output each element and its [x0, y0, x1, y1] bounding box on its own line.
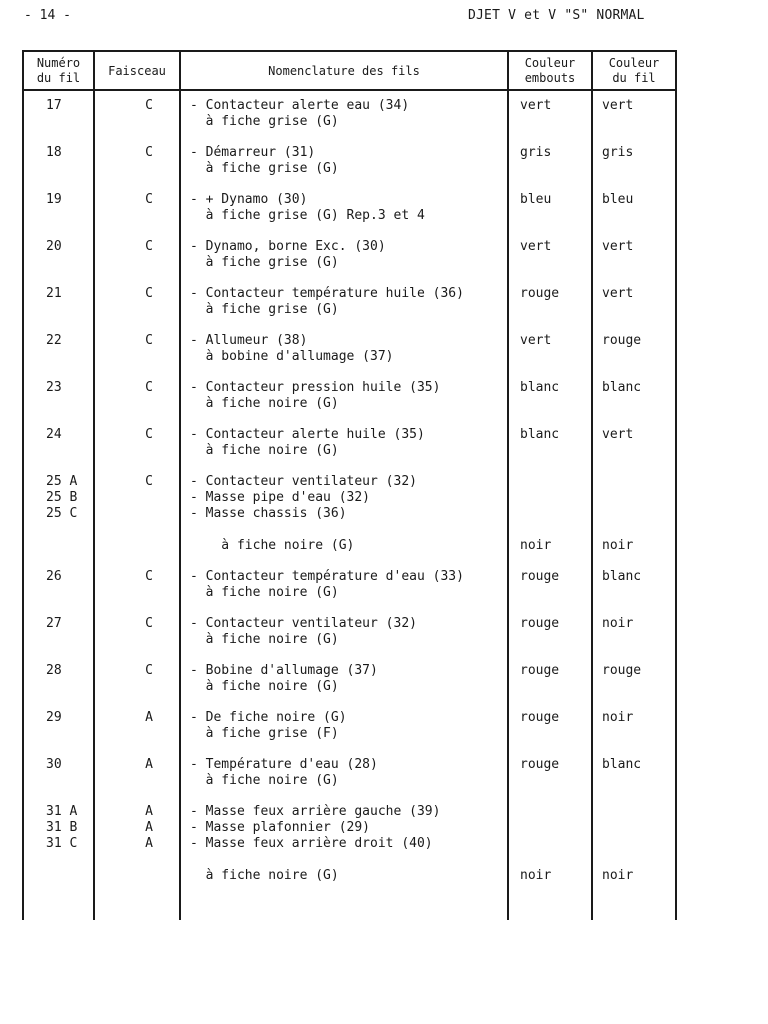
table-header-border	[22, 89, 677, 91]
wire-number: 20	[46, 239, 62, 254]
harness-code: C	[145, 569, 153, 584]
wire-color: vert	[602, 239, 634, 254]
nomenclature-line: à fiche grise (G) Rep.3 et 4	[190, 208, 425, 223]
table-row	[22, 380, 677, 427]
nomenclature-line: à fiche grise (G)	[190, 161, 339, 176]
table-row	[22, 569, 677, 616]
wire-color: noir	[602, 538, 634, 553]
wire-nomenclature	[190, 427, 508, 459]
tip-color: blanc	[520, 380, 560, 395]
tip-color: vert	[520, 239, 552, 254]
table-row	[22, 757, 677, 804]
harness-code: C	[145, 616, 153, 631]
tip-color: rouge	[520, 286, 560, 301]
nomenclature-line: - Masse feux arrière gauche (39)	[190, 804, 441, 819]
wire-nomenclature	[190, 192, 508, 224]
wire-number: 31 A 31 B 31 C	[46, 804, 78, 851]
header-couleur-fil: Couleur du fil	[608, 56, 660, 85]
tip-color: noir	[520, 868, 552, 883]
wire-number: 23	[46, 380, 62, 395]
table-row	[22, 286, 677, 333]
table-row	[22, 474, 677, 569]
tip-color: noir	[520, 538, 552, 553]
harness-code: C	[145, 286, 153, 301]
harness-code: C	[145, 380, 153, 395]
wire-color: blanc	[602, 757, 642, 772]
nomenclature-line: - Masse pipe d'eau (32)	[190, 490, 371, 505]
tip-color: rouge	[520, 710, 560, 725]
table-row	[22, 663, 677, 710]
nomenclature-line: - Contacteur température huile (36)	[190, 286, 464, 301]
tip-color: rouge	[520, 663, 560, 678]
table-row	[22, 145, 677, 192]
nomenclature-line: à fiche noire (G)	[190, 679, 339, 694]
nomenclature-line	[190, 852, 508, 868]
wire-nomenclature	[190, 616, 508, 648]
harness-code: C	[145, 98, 153, 113]
nomenclature-line: - Contacteur alerte eau (34)	[190, 98, 410, 113]
nomenclature-line: - Allumeur (38)	[190, 333, 308, 348]
wire-color: vert	[602, 427, 634, 442]
wire-number: 26	[46, 569, 62, 584]
wire-number: 18	[46, 145, 62, 160]
wire-number: 24	[46, 427, 62, 442]
harness-code: C	[145, 145, 153, 160]
nomenclature-line: - Contacteur ventilateur (32)	[190, 616, 417, 631]
nomenclature-line: à fiche noire (G)	[190, 585, 339, 600]
wire-color: rouge	[602, 333, 642, 348]
header-faisceau: Faisceau	[108, 63, 166, 78]
wire-number: 30	[46, 757, 62, 772]
nomenclature-line: - Contacteur pression huile (35)	[190, 380, 441, 395]
nomenclature-line: - De fiche noire (G)	[190, 710, 347, 725]
header-couleur-embouts: Couleur embouts	[524, 56, 576, 85]
wire-nomenclature	[190, 663, 508, 695]
tip-color: rouge	[520, 616, 560, 631]
tip-color: blanc	[520, 427, 560, 442]
header-numero: Numéro du fil	[36, 56, 81, 85]
harness-code: C	[145, 239, 153, 254]
tip-color: gris	[520, 145, 552, 160]
nomenclature-line: à fiche noire (G)	[190, 868, 339, 883]
wire-color: blanc	[602, 569, 642, 584]
wire-color: bleu	[602, 192, 634, 207]
nomenclature-line: - Dynamo, borne Exc. (30)	[190, 239, 386, 254]
harness-code: C	[145, 663, 153, 678]
nomenclature-line: à fiche noire (G)	[190, 443, 339, 458]
harness-code: C	[145, 427, 153, 442]
wire-nomenclature	[190, 710, 508, 742]
tip-color: rouge	[520, 569, 560, 584]
harness-code: C	[145, 474, 153, 489]
table-body	[22, 98, 677, 899]
wire-nomenclature	[190, 474, 508, 554]
wire-number: 21	[46, 286, 62, 301]
nomenclature-line: - Contacteur alerte huile (35)	[190, 427, 425, 442]
nomenclature-line: à fiche grise (G)	[190, 255, 339, 270]
wire-number: 28	[46, 663, 62, 678]
harness-code: C	[145, 192, 153, 207]
wire-color: vert	[602, 286, 634, 301]
nomenclature-line: à fiche noire (G)	[190, 396, 339, 411]
nomenclature-line: à fiche noire (G)	[190, 773, 339, 788]
wire-nomenclature	[190, 804, 508, 884]
nomenclature-line: - Démarreur (31)	[190, 145, 316, 160]
nomenclature-line: - Température d'eau (28)	[190, 757, 378, 772]
table-row	[22, 804, 677, 899]
wire-nomenclature	[190, 286, 508, 318]
table-row	[22, 98, 677, 145]
nomenclature-line: - Masse chassis (36)	[190, 506, 347, 521]
nomenclature-line: - Bobine d'allumage (37)	[190, 663, 378, 678]
table-row	[22, 616, 677, 663]
wire-nomenclature	[190, 569, 508, 601]
harness-code: A	[145, 710, 153, 725]
tip-color: vert	[520, 98, 552, 113]
wire-number: 22	[46, 333, 62, 348]
table-row	[22, 239, 677, 286]
harness-code: C	[145, 333, 153, 348]
wire-color: vert	[602, 98, 634, 113]
nomenclature-line: à fiche grise (G)	[190, 302, 339, 317]
wire-color: noir	[602, 868, 634, 883]
nomenclature-line: à fiche grise (G)	[190, 114, 339, 129]
wire-number: 27	[46, 616, 62, 631]
wire-nomenclature	[190, 333, 508, 365]
nomenclature-line: - Masse feux arrière droit (40)	[190, 836, 433, 851]
wire-number: 29	[46, 710, 62, 725]
nomenclature-line: à fiche noire (G)	[190, 632, 339, 647]
wiring-table	[22, 50, 677, 920]
nomenclature-line: à fiche noire (G)	[190, 538, 355, 553]
nomenclature-line: - Masse plafonnier (29)	[190, 820, 371, 835]
wire-color: noir	[602, 616, 634, 631]
wire-nomenclature	[190, 98, 508, 130]
wire-nomenclature	[190, 145, 508, 177]
wire-nomenclature	[190, 380, 508, 412]
nomenclature-line: à fiche grise (F)	[190, 726, 339, 741]
wire-nomenclature	[190, 757, 508, 789]
wire-number: 25 A 25 B 25 C	[46, 474, 78, 521]
harness-code: A	[145, 757, 153, 772]
wire-number: 17	[46, 98, 62, 113]
harness-code: A A A	[145, 804, 153, 851]
table-top-border	[22, 50, 677, 52]
wire-color: rouge	[602, 663, 642, 678]
nomenclature-line: - Contacteur température d'eau (33)	[190, 569, 464, 584]
table-row	[22, 333, 677, 380]
table-row	[22, 710, 677, 757]
tip-color: bleu	[520, 192, 552, 207]
wire-number: 19	[46, 192, 62, 207]
nomenclature-line: - + Dynamo (30)	[190, 192, 308, 207]
table-row	[22, 427, 677, 474]
wire-color: noir	[602, 710, 634, 725]
nomenclature-line: - Contacteur ventilateur (32)	[190, 474, 417, 489]
wire-color: blanc	[602, 380, 642, 395]
table-row	[22, 192, 677, 239]
nomenclature-line: à bobine d'allumage (37)	[190, 349, 394, 364]
page-number: - 14 -	[24, 8, 71, 23]
nomenclature-line	[190, 522, 508, 538]
tip-color: vert	[520, 333, 552, 348]
wire-color: gris	[602, 145, 634, 160]
tip-color: rouge	[520, 757, 560, 772]
header-nomenclature: Nomenclature des fils	[268, 63, 420, 78]
wire-nomenclature	[190, 239, 508, 271]
page-header-title: DJET V et V "S" NORMAL	[468, 8, 645, 23]
